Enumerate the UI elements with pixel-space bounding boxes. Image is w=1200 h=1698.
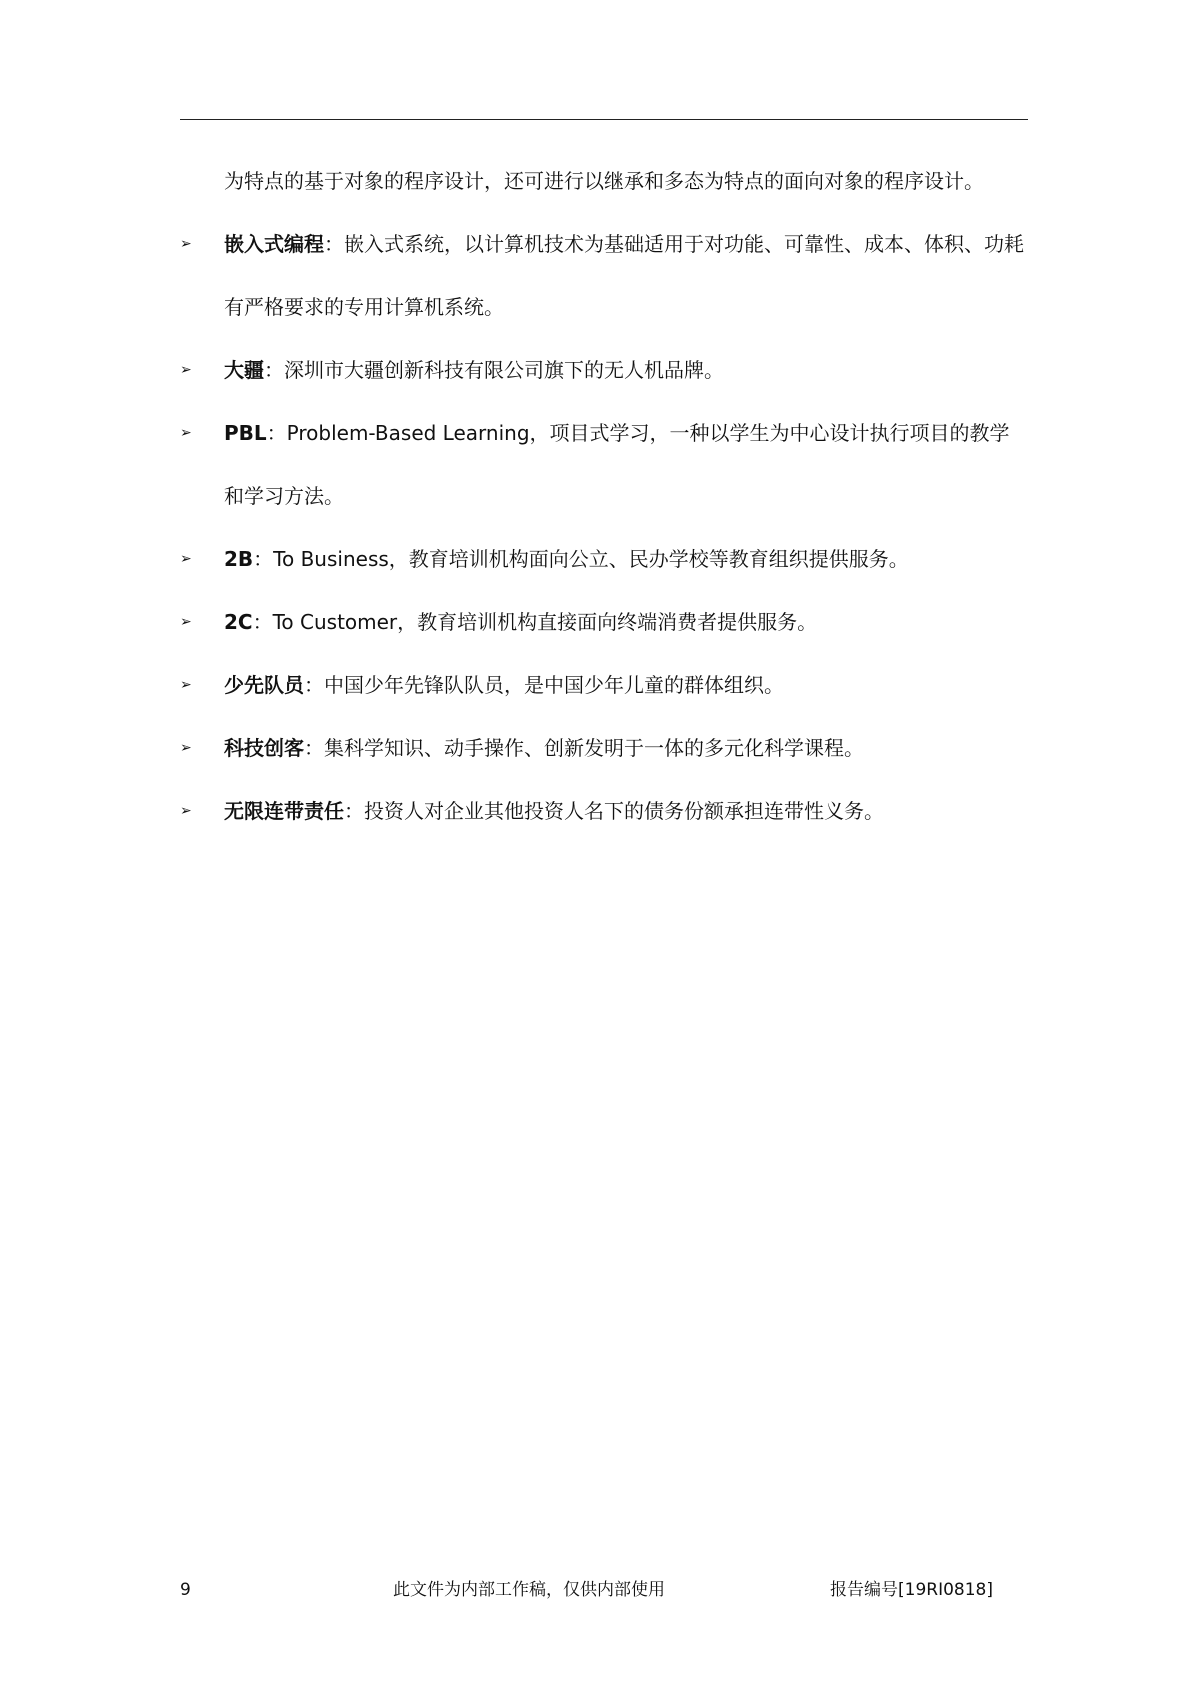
- arrow-bullet-icon: ➢: [180, 362, 192, 378]
- glossary-item: [180, 528, 1028, 591]
- term-separator: ：: [324, 232, 344, 256]
- glossary-definition: 嵌入式系统，以计算机技术为基础适用于对功能、可靠性、成本、体积、功耗有严格要求的专用计算机系统。: [224, 232, 1024, 319]
- glossary-entry: [224, 654, 1028, 717]
- arrow-bullet-icon: ➢: [180, 425, 192, 441]
- glossary-entry: [224, 591, 1028, 654]
- term-separator: ：: [264, 358, 284, 382]
- glossary-term: 2C: [224, 610, 253, 634]
- glossary-item: [180, 591, 1028, 654]
- glossary-definition: To Customer，教育培训机构直接面向终端消费者提供服务。: [272, 610, 818, 634]
- term-separator: ：: [304, 673, 324, 697]
- term-separator: ：: [253, 547, 274, 571]
- glossary-term: PBL: [224, 421, 267, 445]
- glossary-content: [180, 150, 1028, 843]
- glossary-definition: To Business，教育培训机构面向公立、民办学校等教育组织提供服务。: [273, 547, 909, 571]
- glossary-term: 大疆: [224, 358, 264, 382]
- header-rule: [180, 119, 1028, 120]
- confidentiality-notice: 此文件为内部工作稿，仅供内部使用: [393, 1580, 665, 1600]
- arrow-bullet-icon: ➢: [180, 740, 192, 756]
- glossary-definition: 投资人对企业其他投资人名下的债务份额承担连带性义务。: [364, 799, 884, 823]
- arrow-bullet-icon: ➢: [180, 677, 192, 693]
- page-footer: [180, 1578, 1028, 1602]
- glossary-entry: [224, 213, 1028, 339]
- report-number: 报告编号[19RI0818]: [830, 1580, 993, 1600]
- glossary-term: 科技创客: [224, 736, 304, 760]
- glossary-item: [180, 402, 1028, 528]
- glossary-definition: Problem-Based Learning，项目式学习，一种以学生为中心设计执行项目的教学和学习方法。: [224, 421, 1010, 508]
- glossary-definition: 中国少年先锋队队员，是中国少年儿童的群体组织。: [324, 673, 784, 697]
- glossary-item: [180, 717, 1028, 780]
- term-separator: ：: [266, 421, 287, 445]
- arrow-bullet-icon: ➢: [180, 803, 192, 819]
- glossary-term: 嵌入式编程: [224, 232, 324, 256]
- arrow-bullet-icon: ➢: [180, 551, 192, 567]
- glossary-definition: 深圳市大疆创新科技有限公司旗下的无人机品牌。: [284, 358, 724, 382]
- glossary-item: [180, 213, 1028, 339]
- glossary-item: [180, 654, 1028, 717]
- glossary-entry: [224, 402, 1028, 528]
- glossary-definition: 集科学知识、动手操作、创新发明于一体的多元化科学课程。: [324, 736, 864, 760]
- arrow-bullet-icon: ➢: [180, 236, 192, 252]
- glossary-entry: [224, 339, 1028, 402]
- glossary-item: [180, 339, 1028, 402]
- page-number: 9: [180, 1580, 191, 1600]
- glossary-item: [180, 780, 1028, 843]
- term-separator: ：: [304, 736, 324, 760]
- glossary-entry: [224, 528, 1028, 591]
- glossary-entry: [224, 780, 1028, 843]
- arrow-bullet-icon: ➢: [180, 614, 192, 630]
- term-separator: ：: [252, 610, 273, 634]
- term-separator: ：: [344, 799, 364, 823]
- glossary-term: 无限连带责任: [224, 799, 344, 823]
- continuation-text: 为特点的基于对象的程序设计，还可进行以继承和多态为特点的面向对象的程序设计。: [224, 169, 984, 193]
- glossary-term: 少先队员: [224, 673, 304, 697]
- glossary-term: 2B: [224, 547, 254, 571]
- glossary-entry: [224, 717, 1028, 780]
